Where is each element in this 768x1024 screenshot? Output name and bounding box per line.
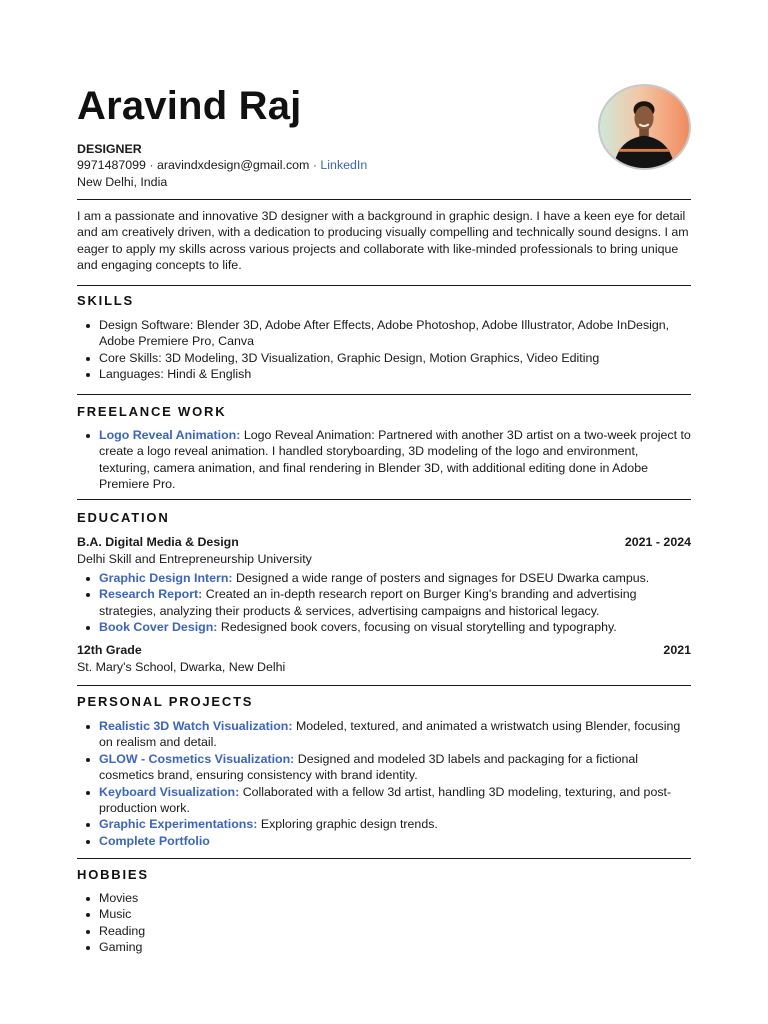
list-item: Music [77,906,691,922]
project-description: Logo Reveal Animation: Partnered with another 3D artist on a two-week project to create a logo reveal animation. I handled storyboarding, 3D modeling of the logo and environment, texturing, camera animation, and final rendering in Blender 3D, with additional editing done in Adobe Premiere Pro. [99,428,691,492]
education-list [77,570,691,636]
projects-list [77,718,691,849]
item-link-design-intern[interactable]: Graphic Design Intern: [99,571,233,585]
contact-line [77,157,367,173]
item-description: Designed a wide range of posters and signages for DSEU Dwarka campus. [236,571,650,585]
list-item: Movies [77,890,691,906]
list-item: Design Software: Blender 3D, Adobe After Effects, Adobe Photoshop, Adobe Illustrator, Adobe InDesign, Adobe Premiere Pro, Canva [77,317,691,350]
skills-list [77,317,691,383]
candidate-name: Aravind Raj [77,84,302,128]
location: New Delhi, India [77,175,168,189]
project-link-keyboard[interactable]: Keyboard Visualization: [99,784,240,799]
hobbies-list [77,890,691,956]
separator: · [312,158,317,172]
divider [77,685,691,686]
section-heading-hobbies: HOBBIES [77,867,149,882]
phone-number: 9971487099 [77,158,146,172]
linkedin-link[interactable]: LinkedIn [320,158,368,172]
divider [77,199,691,200]
project-link-graphic-experiments[interactable]: Graphic Experimentations: [99,817,258,832]
candidate-role: DESIGNER [77,142,142,156]
section-heading-skills: SKILLS [77,293,135,308]
divider [77,499,691,500]
project-description: Exploring graphic design trends. [260,817,438,832]
item-link-research-report[interactable]: Research Report: [99,587,203,602]
list-item: Core Skills: 3D Modeling, 3D Visualization, Graphic Design, Motion Graphics, Video Editing [77,350,691,366]
profile-photo [598,84,691,170]
divider [77,858,691,859]
separator: · [149,158,154,172]
email-address: aravindxdesign@gmail.com [156,158,310,172]
section-heading-education: EDUCATION [77,510,170,525]
list-item [77,751,691,784]
list-item: Languages: Hindi & English [77,366,691,382]
professional-summary: I am a passionate and innovative 3D designer with a background in graphic design. I have a keen eye for detail and am creatively driven, with a dedication to producing visually compelling and technically sound designs. I am eager to apply my skills across various projects and collaborate with like-minded professionals to bring unique and engaging concepts to life. [77,209,689,273]
list-item [77,586,691,619]
item-description: Created an in-depth research report on Burger King's branding and advertising strategies, analyzing their products & services, advertising campaigns and historical legacy. [99,587,637,618]
project-link-watch[interactable]: Realistic 3D Watch Visualization: [99,719,293,733]
school-row [77,642,691,658]
section-heading-freelance: FREELANCE WORK [77,404,227,419]
list-item [77,833,691,849]
list-item [77,619,691,635]
list-item [77,784,691,817]
list-item [77,816,691,832]
list-item [77,718,691,751]
item-link-book-cover[interactable]: Book Cover Design: [99,620,218,635]
school-year: 2021 [663,643,691,657]
project-description: Modeled, textured, and animated a wristwatch using Blender, focusing on realism and detail. [99,719,681,750]
section-heading-projects: PERSONAL PROJECTS [77,694,254,709]
divider [77,394,691,395]
freelance-list [77,427,691,493]
school-name: St. Mary's School, Dwarka, New Delhi [77,660,286,674]
project-description: Collaborated with a fellow 3d artist, handling 3D modeling, texturing, and post-production work. [99,784,672,816]
portfolio-link[interactable]: Complete Portfolio [99,833,210,848]
degree-years: 2021 - 2024 [624,535,691,549]
list-item: Reading [77,923,691,939]
degree-row [77,534,691,550]
project-description: Designed and modeled 3D labels and packaging for a fictional cosmetics brand, ensuring consistency with brand identity. [99,751,639,783]
list-item: Gaming [77,939,691,955]
degree-name: B.A. Digital Media & Design [77,535,239,549]
list-item [77,570,691,586]
project-link-glow[interactable]: GLOW - Cosmetics Visualization: [99,751,295,766]
list-item [77,427,691,493]
school-grade: 12th Grade [77,643,142,657]
project-link-logo-reveal[interactable]: Logo Reveal Animation: [99,428,241,442]
person-portrait-icon [600,86,689,168]
divider [77,285,691,286]
university-name: Delhi Skill and Entrepreneurship University [77,552,312,566]
item-description: Redesigned book covers, focusing on visual storytelling and typography. [220,620,617,635]
